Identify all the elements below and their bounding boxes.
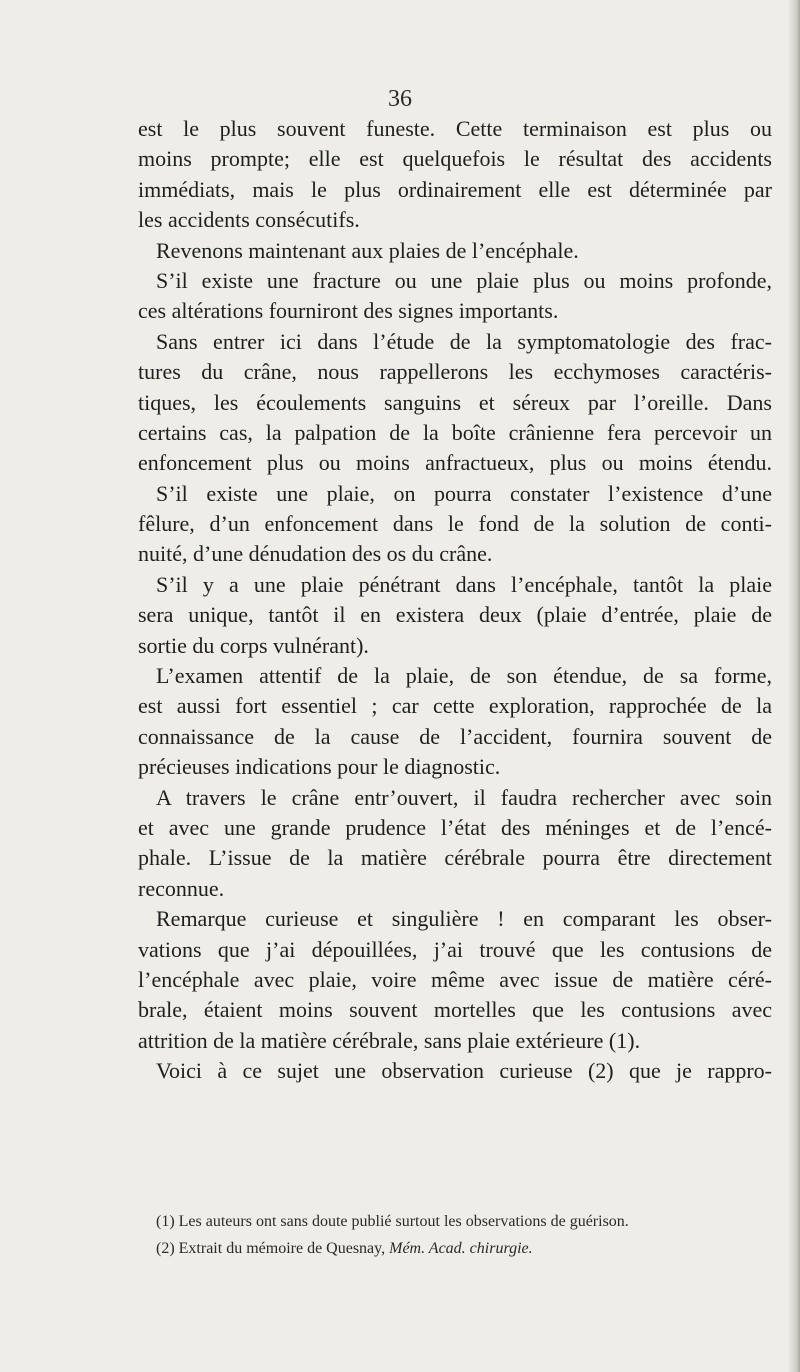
text-line: A travers le crâne entr’ouvert, il faudra rechercher avec soin — [156, 784, 772, 810]
footnote-source-italic: Mém. Acad. chirurgie. — [389, 1240, 533, 1257]
text-line: Sans entrer ici dans l’étude de la symptomatologie des frac- — [156, 328, 772, 354]
text-line: S’il existe une plaie, on pourra constater l’existence d’une — [156, 480, 772, 506]
text-line: tiques, les écoulements sanguins et séreux par l’oreille. Dans — [138, 389, 772, 415]
text-line: Revenons maintenant aux plaies de l’encéphale. — [156, 237, 579, 263]
text-line: attrition de la matière cérébrale, sans plaie extérieure (1). — [138, 1027, 641, 1053]
page-number: 36 — [388, 86, 412, 112]
text-line: immédiats, mais le plus ordinairement elle est déterminée par — [138, 176, 772, 202]
text-line: reconnue. — [138, 875, 225, 901]
text-line: fêlure, d’un enfoncement dans le fond de la solution de conti- — [138, 511, 772, 537]
text-line: moins prompte; elle est quelquefois le résultat des accidents — [138, 146, 772, 172]
text-line: est le plus souvent funeste. Cette terminaison est plus ou — [138, 116, 772, 141]
footnotes — [156, 1208, 772, 1262]
text-line: sera unique, tantôt il en existera deux (plaie d’entrée, plaie de — [138, 602, 772, 628]
text-line: Remarque curieuse et singulière ! en comparant les obser- — [156, 906, 772, 932]
text-line: phale. L’issue de la matière cérébrale pourra être directement — [138, 845, 772, 871]
text-line: les accidents consécutifs. — [138, 207, 360, 233]
text-line: Voici à ce sujet une observation curieuse (2) que je rappro- — [156, 1058, 772, 1084]
footnote-2 — [156, 1235, 772, 1262]
footnote-text: (1) Les auteurs ont sans doute publié surtout les observations de guérison. — [156, 1213, 629, 1230]
text-line: S’il y a une plaie pénétrant dans l’encéphale, tantôt la plaie — [156, 571, 772, 597]
text-line: est aussi fort essentiel ; car cette exploration, rapprochée de la — [138, 693, 772, 719]
text-line: ces altérations fourniront des signes importants. — [138, 298, 559, 324]
text-line: vations que j’ai dépouillées, j’ai trouvé que les contusions de — [138, 936, 772, 962]
page-edge-shadow — [788, 0, 800, 1372]
text-line: connaissance de la cause de l’accident, fournira souvent de — [138, 723, 772, 749]
text-line: l’encéphale avec plaie, voire même avec issue de matière céré- — [138, 966, 772, 992]
text-line: certains cas, la palpation de la boîte crânienne fera percevoir un — [138, 419, 772, 445]
text-line: et avec une grande prudence l’état des méninges et de l’encé- — [138, 814, 772, 840]
text-line: tures du crâne, nous rappellerons les ecchymoses caractéris- — [138, 359, 772, 385]
footnote-1 — [156, 1208, 772, 1235]
text-line: précieuses indications pour le diagnostic. — [138, 754, 501, 780]
text-line: L’examen attentif de la plaie, de son étendue, de sa forme, — [156, 663, 772, 689]
text-line: sortie du corps vulnérant). — [138, 632, 369, 658]
footnote-text: (2) Extrait du mémoire de Quesnay, — [156, 1240, 390, 1257]
text-line: S’il existe une fracture ou une plaie plus ou moins profonde, — [156, 267, 772, 293]
text-line: nuité, d’une dénudation des os du crâne. — [138, 541, 493, 567]
body-text — [138, 114, 772, 1087]
text-line: enfoncement plus ou moins anfractueux, plus ou moins étendu. — [138, 450, 772, 476]
text-line: brale, étaient moins souvent mortelles que les contusions avec — [138, 997, 772, 1023]
